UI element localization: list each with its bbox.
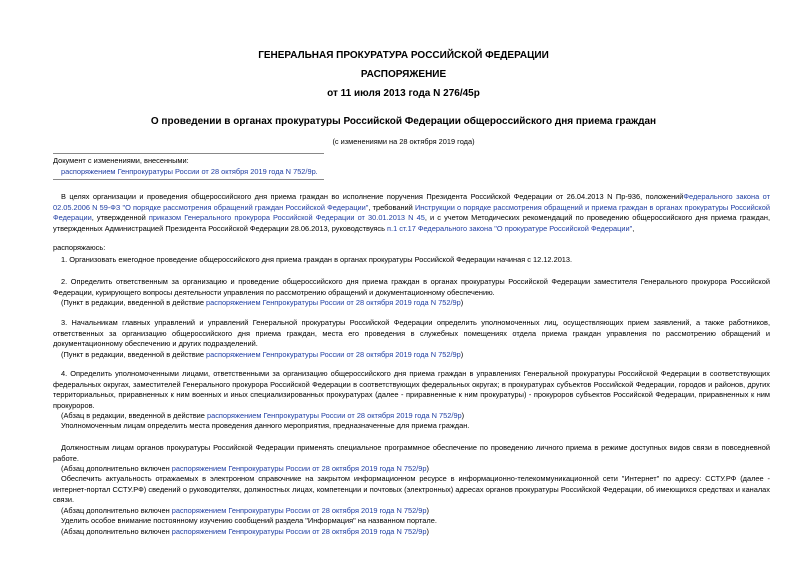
link-instruction[interactable]: Инструкции о порядке рассмотрения обращений и приема граждан в органах прокуратуры Российской Федерации <box>53 202 770 222</box>
item-3-link[interactable]: распоряжением Генпрокуратуры России от 28 октября 2019 года N 752/9р <box>206 349 461 359</box>
revision-note: (с изменениями на 28 октября 2019 года) <box>332 137 475 146</box>
doc-title: О проведении в органах прокуратуры Российской Федерации общероссийского дня приема граждан <box>150 116 657 127</box>
item-4-para-3: Должностным лицам органов прокуратуры Российской Федерации применять специальное программное обеспечение по проведению личного приема в режиме доступных видов связи в повседневной работе. <box>53 443 770 463</box>
item-2: 2. Определить ответственным за организацию и проведение общероссийского дня приема граждан в органах прокуратуры Российской Федерации заместителя Генерального прокурора Российской Федерации, курирующего вопросы деятельности управления по рассмотрению обращений и документационному обеспечению. <box>53 277 770 297</box>
item-3: 3. Начальникам главных управлений и управлений Генеральной прокуратуры Российской Федерации определить уполномоченных лиц, осуществляющих прием заявлений, а также работников, ответственных за организацию общероссийского дня приема граждан, места его проведения в служебных помещениях отдела приема граждан управления по рассмотрению обращений и документационному обеспечению и других подразделений. <box>53 318 770 348</box>
amendment-link[interactable]: распоряжением Генпрокуратуры России от 28 октября 2019 года N 752/9р. <box>61 166 318 176</box>
item-4-note: (Абзац в редакции, введенной в действие распоряжением Генпрокуратуры России от 28 октября 2019 года N 752/9р) <box>61 411 465 420</box>
link-prosecutor-law[interactable]: п.1 ст.17 Федерального закона "О прокуратуре Российской Федерации" <box>387 223 633 233</box>
item-4-para-4-block <box>53 474 770 516</box>
item-4-para-4: Обеспечить актуальность отражаемых в электронном справочнике на закрытом информационном ресурсе в информационно-телекоммуникационной сети "Интернет" по адресу: ССТУ.РФ (далее - интернет-портал ССТУ.РФ) сведений о руководителях, должностных лицах, компетенции и почтовых (электронных) адресах органов прокуратуры Российской Федерации, об имеющихся средствах и каналах связи. <box>53 474 770 504</box>
item-4-link[interactable]: распоряжением Генпрокуратуры России от 28 октября 2019 года N 752/9р <box>206 411 462 420</box>
item-4-para-2: Уполномоченным лицам определить места проведения данного мероприятия, предназначенные для приема граждан. <box>61 421 470 430</box>
item-2-block <box>53 277 770 309</box>
org-name: ГЕНЕРАЛЬНАЯ ПРОКУРАТУРА РОССИЙСКОЙ ФЕДЕРАЦИИ <box>258 50 549 61</box>
intro-text: В целях организации и проведения общероссийского дня приема граждан во исполнение поручения Президента Российской Федерации от 26.04.2013 N Пр-936, положенийФедерального закона от 02.05.2006 N 59-ФЗ "О порядке рассмотрения обращений граждан Российской Федерации", требований Инструкции о порядке рассмотрения обращений и приема граждан в органах прокуратуры Российской Федерации, утвержденной приказом Генерального прокурора Российской Федерации от 30.01.2013 N 45, и с учетом Методических рекомендаций по проведению общероссийского дня приема граждан, утвержденных Администрацией Президента Российской Федерации 28.06.2013, руководствуясь п.1 ст.17 Федерального закона "О прокуратуре Российской Федерации", <box>53 192 770 233</box>
item-4-para-5-link[interactable]: распоряжением Генпрокуратуры России от 28 октября 2019 года N 752/9р <box>171 526 427 536</box>
doc-type: РАСПОРЯЖЕНИЕ <box>360 69 447 80</box>
link-order-45[interactable]: приказом Генерального прокурора Российской Федерации от 30.01.2013 N 45 <box>148 213 425 222</box>
item-4-para-4-link[interactable]: распоряжением Генпрокуратуры России от 28 октября 2019 года N 752/9р <box>171 505 427 515</box>
item-4-para-5-note: (Абзац дополнительно включен распоряжением Генпрокуратуры России от 28 октября 2019 года N 752/9р) <box>61 526 429 536</box>
amendments-box <box>53 153 324 180</box>
item-3-block <box>53 318 770 360</box>
item-4-para-4-note: (Абзац дополнительно включен распоряжением Генпрокуратуры России от 28 октября 2019 года N 752/9р) <box>61 505 429 515</box>
item-4-para-3-link[interactable]: распоряжением Генпрокуратуры России от 28 октября 2019 года N 752/9р <box>171 464 427 473</box>
item-1: 1. Организовать ежегодное проведение общероссийского дня приема граждан в органах прокуратуры Российской Федерации начиная с 12.12.2013. <box>61 255 573 264</box>
item-4: 4. Определить уполномоченными лицами, ответственными за организацию общероссийского дня приема граждан в управлениях Генеральной прокуратуры Российской Федерации в соответствующих федеральных округах, заместителей Генерального прокурора Российской Федерации в соответствующих федеральных округах; в прокуратурах субъектов Российской Федерации, городов и районов, других территориальных, приравненных к ним военных и иных специализированных прокуратурах (далее - приравненные к ним прокуратуры) - прокуроров субъектов Российской Федерации, приравненных к ним прокуроров. <box>53 369 770 410</box>
item-4-para-5: Уделить особое внимание постоянному изучению сообщений раздела "Информация" на названном портале. <box>61 516 437 525</box>
doc-date: от 11 июля 2013 года N 276/45р <box>327 88 480 99</box>
item-3-note: (Пункт в редакции, введенной в действие распоряжением Генпрокуратуры России от 28 октября 2019 года N 752/9р) <box>61 349 464 359</box>
item-2-link[interactable]: распоряжением Генпрокуратуры России от 28 октября 2019 года N 752/9р <box>206 298 461 307</box>
link-federal-law-59[interactable]: Федерального закона от 02.05.2006 N 59-ФЗ "О порядке рассмотрения обращений граждан Российской Федерации" <box>53 192 770 212</box>
item-4-para-5-block <box>53 516 770 537</box>
order-word: распоряжаюсь: <box>53 243 106 252</box>
amendments-label: Документ с изменениями, внесенными: <box>53 156 189 165</box>
item-4-para-3-block <box>53 443 770 475</box>
item-4-para-3-note: (Абзац дополнительно включен распоряжением Генпрокуратуры России от 28 октября 2019 года N 752/9р) <box>61 464 429 473</box>
intro-paragraph <box>53 192 770 234</box>
item-2-note: (Пункт в редакции, введенной в действие распоряжением Генпрокуратуры России от 28 октября 2019 года N 752/9р) <box>61 298 464 307</box>
item-4-block <box>53 369 770 422</box>
